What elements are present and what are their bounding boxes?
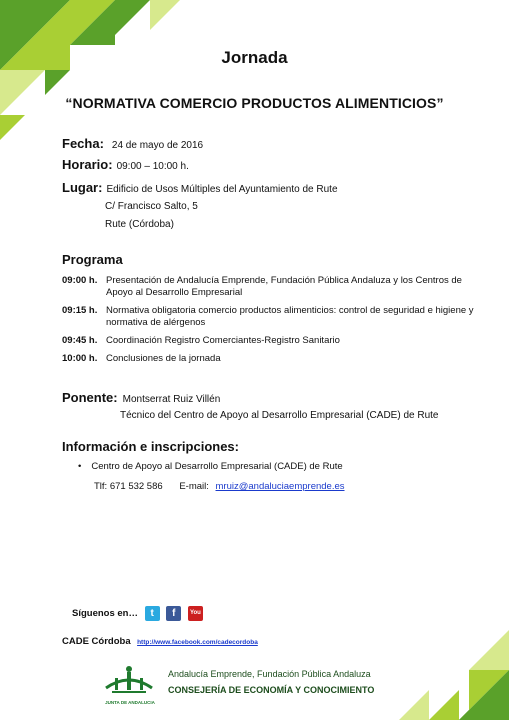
phone-text: Tlf: 671 532 586 [94, 481, 163, 492]
horario-value: 09:00 – 10:00 h. [116, 161, 189, 172]
programa-item [62, 353, 482, 365]
programa-time: 10:00 h. [62, 353, 98, 364]
facebook-icon[interactable]: f [166, 606, 181, 621]
fecha-label: Fecha: [62, 136, 104, 151]
programa-item [62, 305, 482, 329]
logo-text-block [168, 669, 374, 695]
facebook-link[interactable]: http://www.facebook.com/cadecordoba [137, 639, 258, 646]
lugar-label: Lugar: [62, 180, 103, 195]
lugar-line-3: Rute (Córdoba) [105, 219, 174, 230]
cade-label: CADE Córdoba [62, 636, 131, 647]
programa-desc: Presentación de Andalucía Emprende, Fundación Pública Andaluza y los Centros de Apoyo al Desarrollo Empresarial [106, 275, 462, 298]
programa-item [62, 335, 482, 347]
lugar-line-2: C/ Francisco Salto, 5 [105, 201, 198, 212]
email-link[interactable]: mruiz@andaluciaemprende.es [215, 481, 345, 492]
twitter-icon[interactable]: t [145, 606, 160, 621]
social-row [72, 606, 203, 621]
lugar-line-1: Edificio de Usos Múltiples del Ayuntamiento de Rute [106, 184, 338, 195]
horario-label: Horario: [62, 157, 113, 172]
corner-decoration-top-left [0, 0, 180, 150]
junta-andalucia-logo-icon [102, 662, 156, 700]
programa-desc: Coordinación Registro Comerciantes-Registro Sanitario [106, 335, 340, 346]
programa-item [62, 275, 482, 299]
youtube-icon[interactable]: You [188, 606, 203, 621]
fecha-row [62, 136, 203, 151]
programa-heading: Programa [62, 252, 123, 267]
event-subtitle: “NORMATIVA COMERCIO PRODUCTOS ALIMENTICIOS” [65, 95, 444, 111]
horario-row [62, 157, 189, 172]
bullet-icon: • [78, 461, 82, 472]
logo-line-2: CONSEJERÍA DE ECONOMÍA Y CONOCIMIENTO [168, 685, 375, 695]
programa-desc: Normativa obligatoria comercio productos alimenticios: control de seguridad e higiene y normativa de alérgenos [106, 305, 474, 328]
programa-time: 09:45 h. [62, 335, 98, 346]
fecha-value: 24 de mayo de 2016 [111, 140, 204, 151]
junta-label: JUNTA DE ANDALUCIA [105, 700, 155, 705]
page-title: Jornada [221, 48, 288, 67]
contact-row [94, 481, 345, 492]
info-bullet-text: Centro de Apoyo al Desarrollo Empresarial (CADE) de Rute [91, 461, 343, 472]
ponente-row [62, 390, 220, 405]
ponente-role: Técnico del Centro de Apoyo al Desarrollo Empresarial (CADE) de Rute [120, 410, 439, 421]
lugar-row [62, 180, 338, 195]
programa-desc: Conclusiones de la jornada [106, 353, 221, 364]
info-bullet-item [78, 461, 343, 472]
cade-row [62, 631, 258, 649]
ponente-label: Ponente: [62, 390, 118, 405]
ponente-name: Montserrat Ruiz Villén [122, 394, 221, 405]
programa-time: 09:15 h. [62, 305, 98, 316]
info-heading: Información e inscripciones: [62, 439, 239, 454]
corner-decoration-bottom-right [379, 630, 509, 720]
email-label: E-mail: [179, 481, 209, 492]
programa-time: 09:00 h. [62, 275, 98, 286]
logo-line-1: Andalucía Emprende, Fundación Pública Andaluza [168, 669, 371, 679]
siguenos-label: Síguenos en… [72, 608, 138, 620]
